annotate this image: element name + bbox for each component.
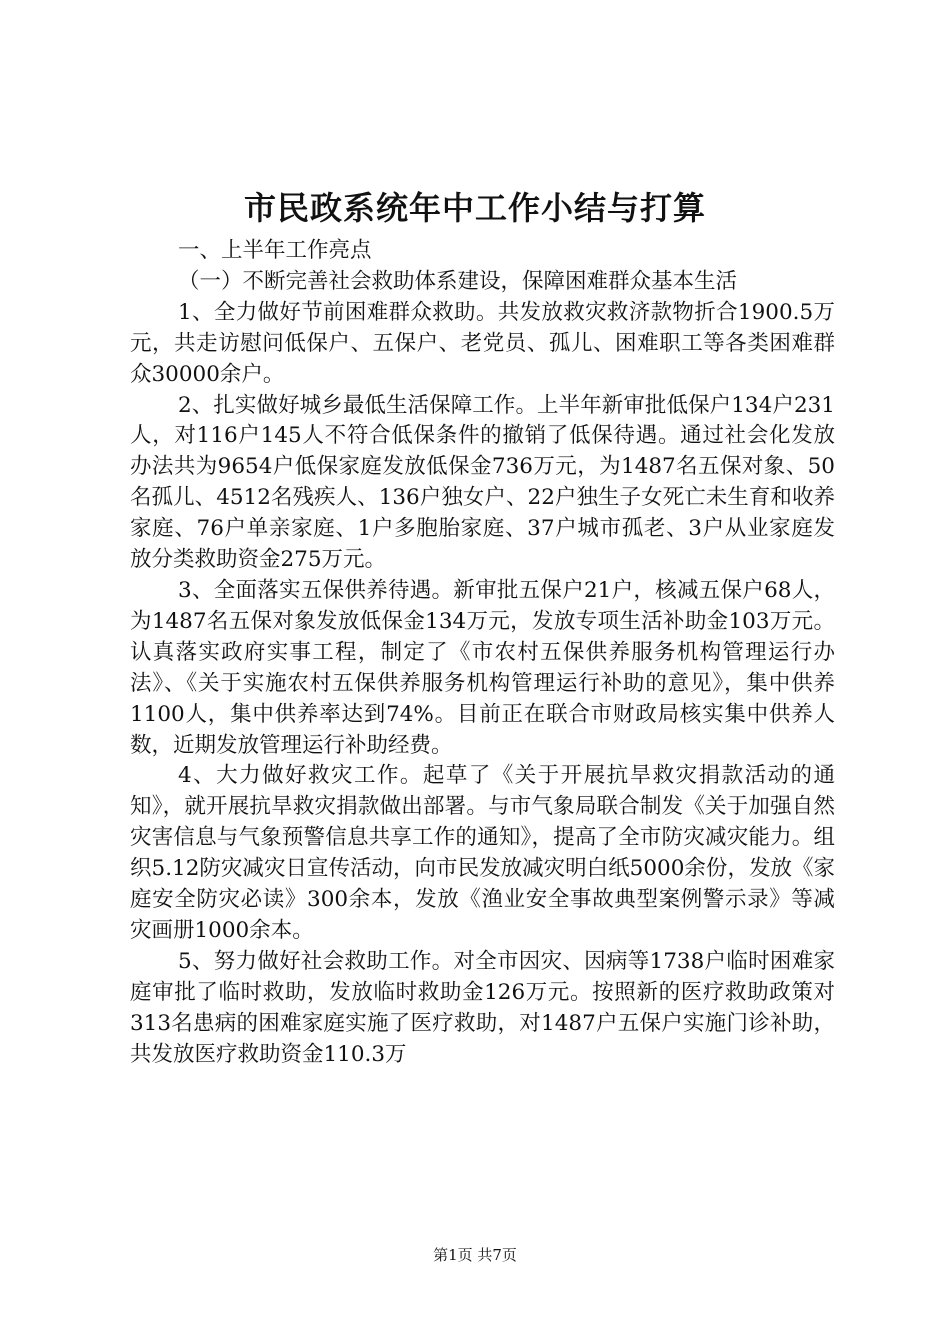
paragraph-1: 1、全力做好节前困难群众救助。共发放救灾救济款物折合1900.5万元，共走访慰问低保户、五保户、老党员、孤儿、困难职工等各类困难群众30000余户。 — [130, 299, 835, 387]
paragraph-4: 4、大力做好救灾工作。起草了《关于开展抗旱救灾捐款活动的通知》，就开展抗旱救灾捐款做出部署。与市气象局联合制发《关于加强自然灾害信息与气象预警信息共享工作的通知》，提高了全市防灾减灾能力。组织5.12防灾减灾日宣传活动，向市民发放减灾明白纸5000余份，发放《家庭安全防灾必读》300余本，发放《渔业安全事故典型案例警示录》等减灾画册1000余本。 — [130, 763, 835, 943]
section-heading: 一、上半年工作亮点 — [178, 238, 372, 263]
page-footer: 第1页 共7页 — [433, 1246, 517, 1264]
paragraph-2: 2、扎实做好城乡最低生活保障工作。上半年新审批低保户134户231人，对116户145人不符合低保条件的撤销了低保待遇。通过社会化发放办法共为9654户低保家庭发放低保金736万元，为1487名五保对象、50名孤儿、4512名残疾人、136户独女户、22户独生子女死亡未生育和收养家庭、76户单亲家庭、1户多胞胎家庭、37户城市孤老、3户从业家庭发放分类救助资金275万元。 — [130, 392, 835, 573]
paragraph-3: 3、全面落实五保供养待遇。新审批五保户21户，核减五保户68人，为1487名五保对象发放低保金134万元，发放专项生活补助金103万元。认真落实政府实事工程，制定了《市农村五保供养服务机构管理运行办法》、《关于实施农村五保供养服务机构管理运行补助的意见》，集中供养1100人，集中供养率达到74%。目前正在联合市财政局核实集中供养人数，近期发放管理运行补助经费。 — [130, 577, 835, 758]
document-body — [130, 236, 835, 1070]
document-title: 市民政系统年中工作小结与打算 — [243, 189, 706, 227]
subsection-heading: （一）不断完善社会救助体系建设，保障困难群众基本生活 — [178, 268, 738, 294]
paragraph-5: 5、努力做好社会救助工作。对全市因灾、因病等1738户临时困难家庭审批了临时救助，发放临时救助金126万元。按照新的医疗救助政策对313名患病的困难家庭实施了医疗救助，对1487户五保户实施门诊补助，共发放医疗救助资金110.3万 — [130, 948, 835, 1067]
